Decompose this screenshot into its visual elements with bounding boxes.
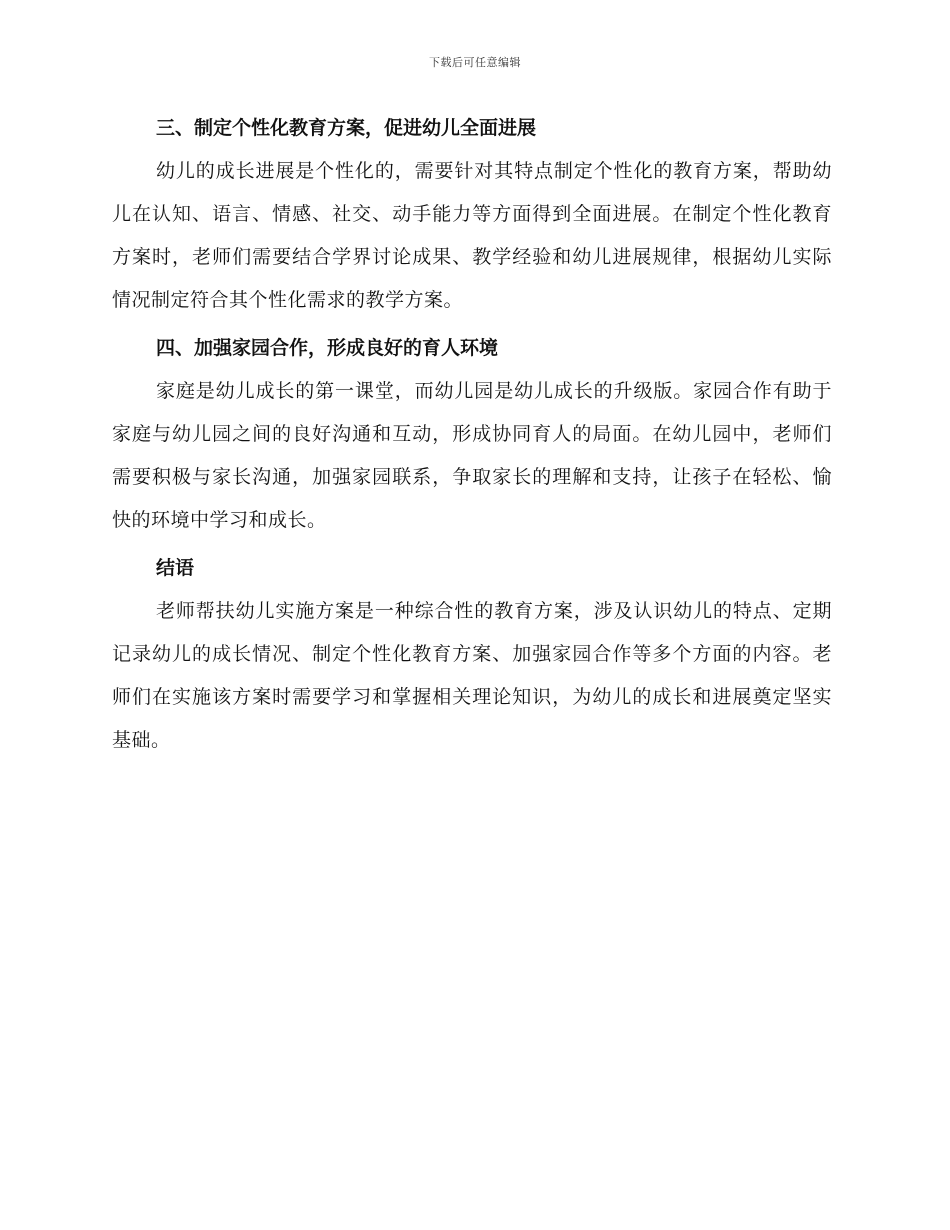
document-body <box>112 108 832 768</box>
section-home-school-cooperation <box>112 328 832 542</box>
section-heading: 四、加强家园合作，形成良好的育人环境 <box>156 337 499 359</box>
section-paragraph: 老师帮扶幼儿实施方案是一种综合性的教育方案，涉及认识幼儿的特点、定期记录幼儿的成长情况、制定个性化教育方案、加强家园合作等多个方面的内容。老师们在实施该方案时需要学习和掌握相关理论知识，为幼儿的成长和进展奠定坚实基础。 <box>112 600 832 751</box>
section-personalized-plan <box>112 108 832 322</box>
section-heading: 三、制定个性化教育方案，促进幼儿全面进展 <box>156 117 537 139</box>
section-paragraph: 家庭是幼儿成长的第一课堂，而幼儿园是幼儿成长的升级版。家园合作有助于家庭与幼儿园之间的良好沟通和互动，形成协同育人的局面。在幼儿园中，老师们需要积极与家长沟通，加强家园联系，争取家长的理解和支持，让孩子在轻松、愉快的环境中学习和成长。 <box>112 380 832 531</box>
section-conclusion <box>112 548 832 762</box>
section-paragraph: 幼儿的成长进展是个性化的，需要针对其特点制定个性化的教育方案，帮助幼儿在认知、语言、情感、社交、动手能力等方面得到全面进展。在制定个性化教育方案时，老师们需要结合学界讨论成果、教学经验和幼儿进展规律，根据幼儿实际情况制定符合其个性化需求的教学方案。 <box>112 160 832 311</box>
page-header-note: 下载后可任意编辑 <box>429 56 521 69</box>
section-heading: 结语 <box>156 557 195 579</box>
